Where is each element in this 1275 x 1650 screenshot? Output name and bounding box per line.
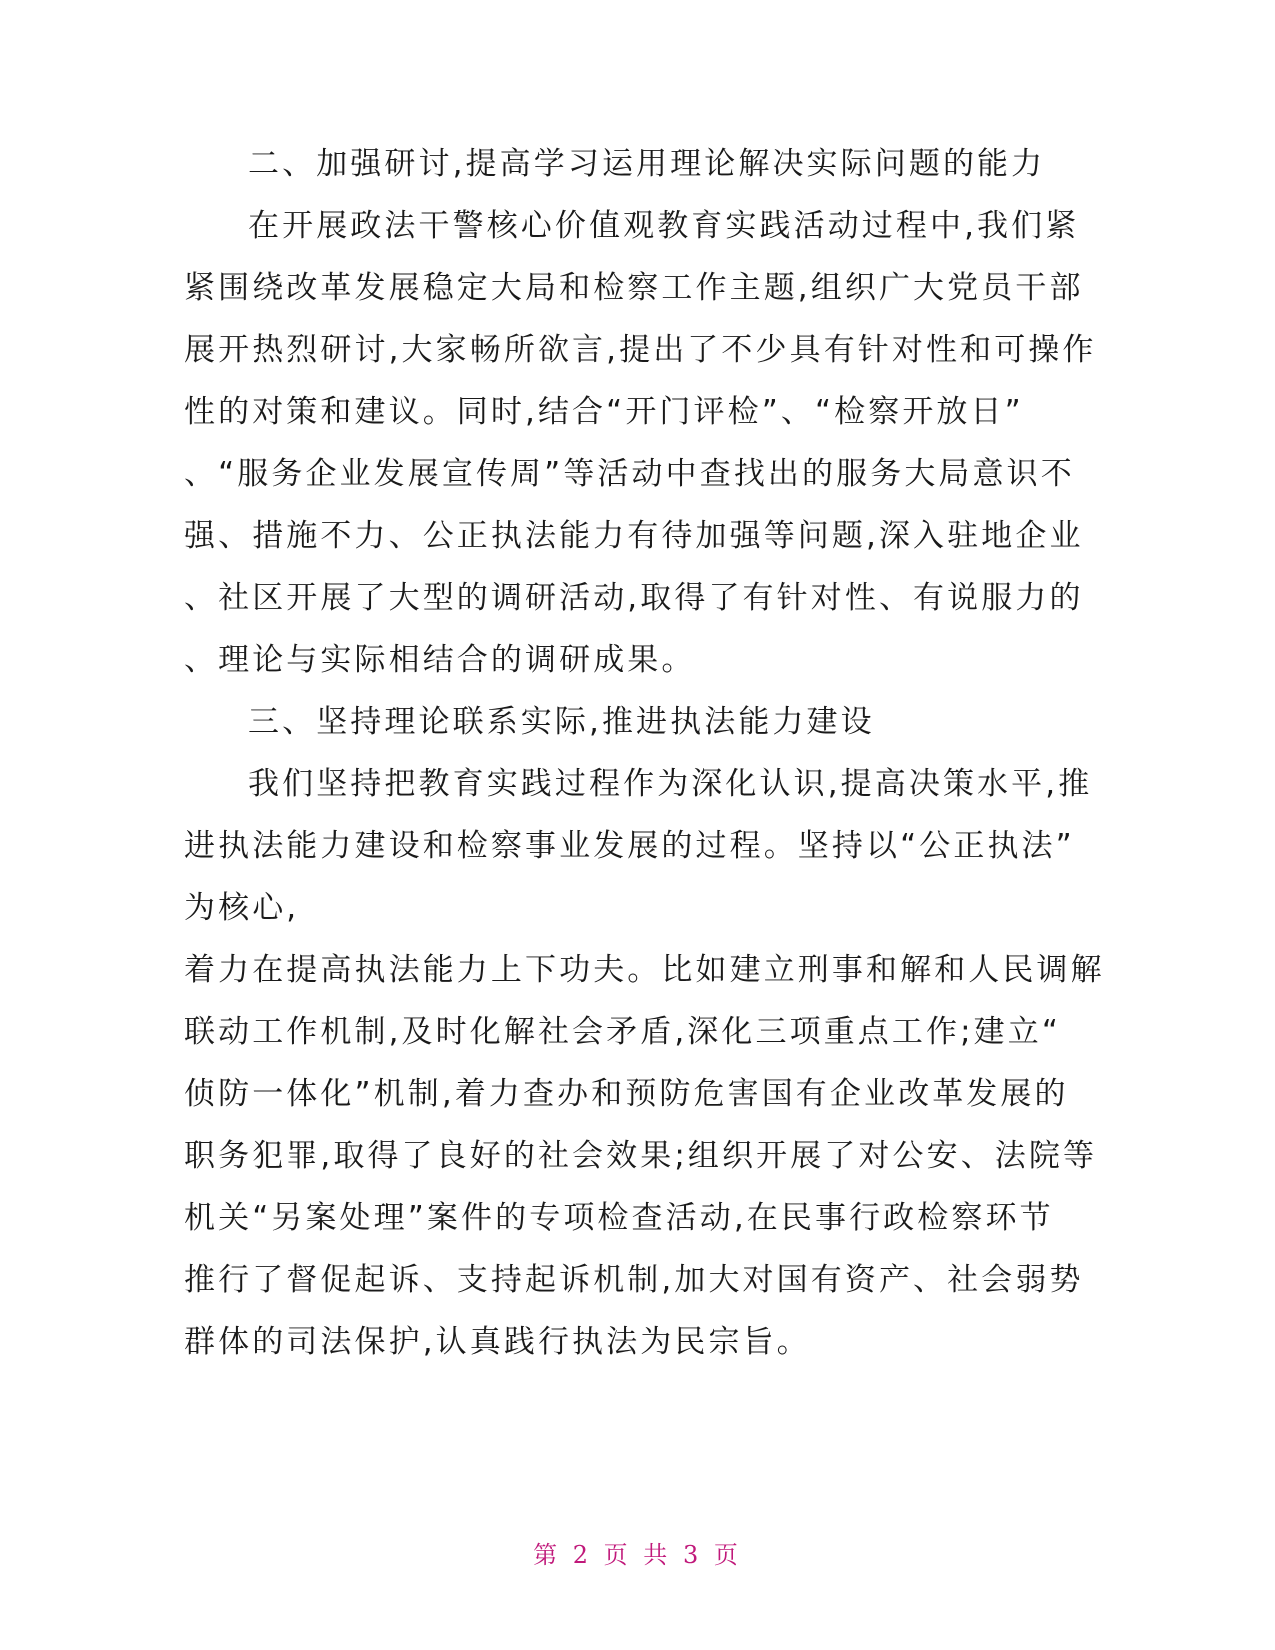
paragraph-line: 机关“另案处理”案件的专项检查活动,在民事行政检察环节 [184, 1200, 1054, 1236]
paragraph-line: 联动工作机制,及时化解社会矛盾,深化三项重点工作;建立“ [184, 1014, 1062, 1050]
paragraph-line: 性的对策和建议。同时,结合“开门评检”、“检察开放日” [184, 394, 1024, 430]
section-heading-3: 三、坚持理论联系实际,推进执法能力建设 [248, 704, 875, 740]
page-number-footer: 第 2 页 共 3 页 [533, 1541, 742, 1569]
paragraph-line: 、理论与实际相结合的调研成果。 [184, 642, 696, 678]
paragraph-line: 群体的司法保护,认真践行执法为民宗旨。 [184, 1324, 811, 1360]
paragraph-line: 展开热烈研讨,大家畅所欲言,提出了不少具有针对性和可操作 [184, 332, 1097, 368]
paragraph-line: 强、措施不力、公正执法能力有待加强等问题,深入驻地企业 [184, 518, 1084, 554]
paragraph-line: 、“服务企业发展宣传周”等活动中查找出的服务大局意识不 [184, 456, 1075, 492]
paragraph-line: 、社区开展了大型的调研活动,取得了有针对性、有说服力的 [184, 580, 1084, 616]
paragraph-line: 着力在提高执法能力上下功夫。比如建立刑事和解和人民调解 [184, 952, 1105, 988]
paragraph-line: 我们坚持把教育实践过程作为深化认识,提高决策水平,推 [248, 766, 1093, 802]
paragraph-line: 侦防一体化”机制,着力查办和预防危害国有企业改革发展的 [184, 1076, 1069, 1112]
section-heading-2: 二、加强研讨,提高学习运用理论解决实际问题的能力 [248, 146, 1046, 182]
paragraph-line: 进执法能力建设和检察事业发展的过程。坚持以“公正执法” [184, 828, 1075, 864]
paragraph-line: 为核心, [184, 890, 300, 926]
paragraph-line: 推行了督促起诉、支持起诉机制,加大对国有资产、社会弱势 [184, 1262, 1084, 1298]
paragraph-line: 在开展政法干警核心价值观教育实践活动过程中,我们紧 [248, 208, 1080, 244]
paragraph-line: 紧围绕改革发展稳定大局和检察工作主题,组织广大党员干部 [184, 270, 1084, 306]
paragraph-line: 职务犯罪,取得了良好的社会效果;组织开展了对公安、法院等 [184, 1138, 1098, 1174]
